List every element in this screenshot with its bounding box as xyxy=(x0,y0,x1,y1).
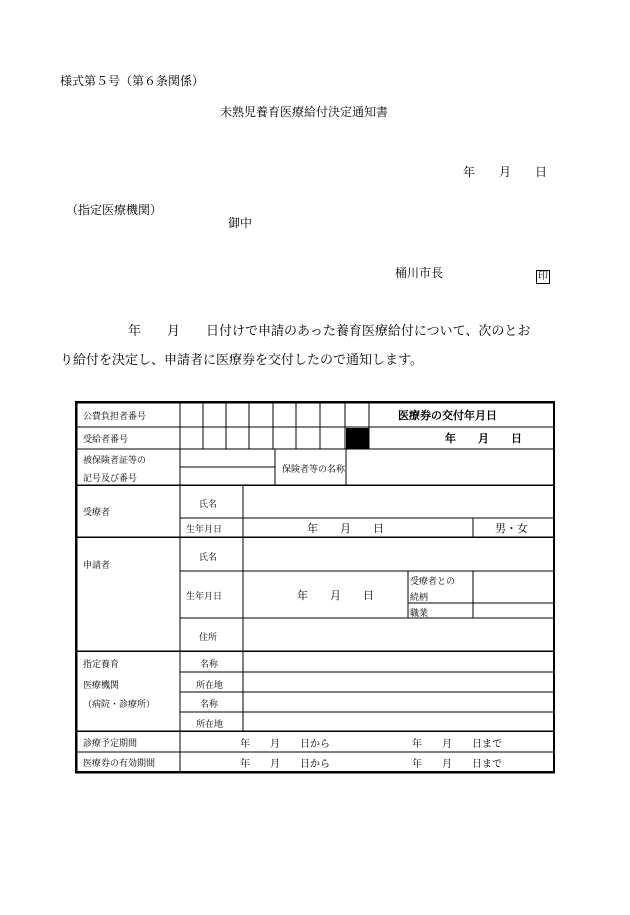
location-label-2: 所在地 xyxy=(196,720,224,730)
patient-birth-value: 年 月 日 xyxy=(307,522,384,535)
symbol-number-label: 記号及び番号 xyxy=(83,474,138,484)
treatment-until: 年 月 日まで xyxy=(412,739,502,750)
seal-text: 印 xyxy=(538,271,548,282)
issue-date-value: 年 月 日 xyxy=(445,432,522,445)
applicant-birth-value: 年 月 日 xyxy=(297,589,374,602)
filled-box xyxy=(346,428,369,449)
designated-label-1: 指定養育 xyxy=(83,660,120,670)
applicant-label: 申請者 xyxy=(83,561,111,571)
applicant-birth-label: 生年月日 xyxy=(186,592,223,602)
onchu-label: 御中 xyxy=(228,216,253,230)
issue-date-header: 医療券の交付年月日 xyxy=(398,409,497,422)
facility-name-label-2: 名称 xyxy=(200,700,219,710)
addressee-label: （指定医療機関） xyxy=(66,203,163,217)
applicant-name-label: 氏名 xyxy=(199,553,218,563)
patient-label: 受療者 xyxy=(83,508,111,518)
address-label: 住所 xyxy=(199,633,218,643)
validity-period-label: 医療券の有効期間 xyxy=(83,759,156,769)
designated-label-3: （病院・診療所） xyxy=(83,700,156,710)
body-line-2: り給付を決定し、申請者に医療券を交付したので通知します。 xyxy=(60,353,423,368)
insurer-name-label: 保険者等の名称 xyxy=(282,465,346,475)
document-title: 未熟児養育医療給付決定通知書 xyxy=(220,105,389,119)
facility-name-label-1: 名称 xyxy=(200,660,219,670)
issuer-name: 桶川市長 xyxy=(395,266,444,280)
relation-label-2: 続柄 xyxy=(410,593,429,603)
recipient-no-label: 受給者番号 xyxy=(83,435,129,445)
treatment-from: 年 月 日から xyxy=(240,739,330,750)
patient-birth-label: 生年月日 xyxy=(186,525,223,535)
body-line-1: 年 月 日付けで申請のあった養育医療給付について、次のとお xyxy=(128,324,531,339)
gender-options: 男・女 xyxy=(495,522,528,535)
insurance-cert-label: 被保険者証等の xyxy=(83,456,147,466)
public-payer-no-label: 公費負担者番号 xyxy=(83,412,147,422)
form-number: 様式第５号（第６条関係） xyxy=(60,74,205,88)
designated-label-2: 医療機関 xyxy=(83,681,120,691)
seal-mark xyxy=(536,264,550,284)
validity-from: 年 月 日から xyxy=(240,759,330,770)
benefit-form-table xyxy=(75,401,555,774)
location-label-1: 所在地 xyxy=(196,681,224,691)
relation-label-1: 受療者との xyxy=(410,577,456,587)
treatment-period-label: 診療予定期間 xyxy=(83,739,138,749)
occupation-label: 職業 xyxy=(410,609,429,619)
patient-name-label: 氏名 xyxy=(199,500,218,510)
notice-date: 年 月 日 xyxy=(463,165,548,179)
validity-until: 年 月 日まで xyxy=(412,759,502,770)
